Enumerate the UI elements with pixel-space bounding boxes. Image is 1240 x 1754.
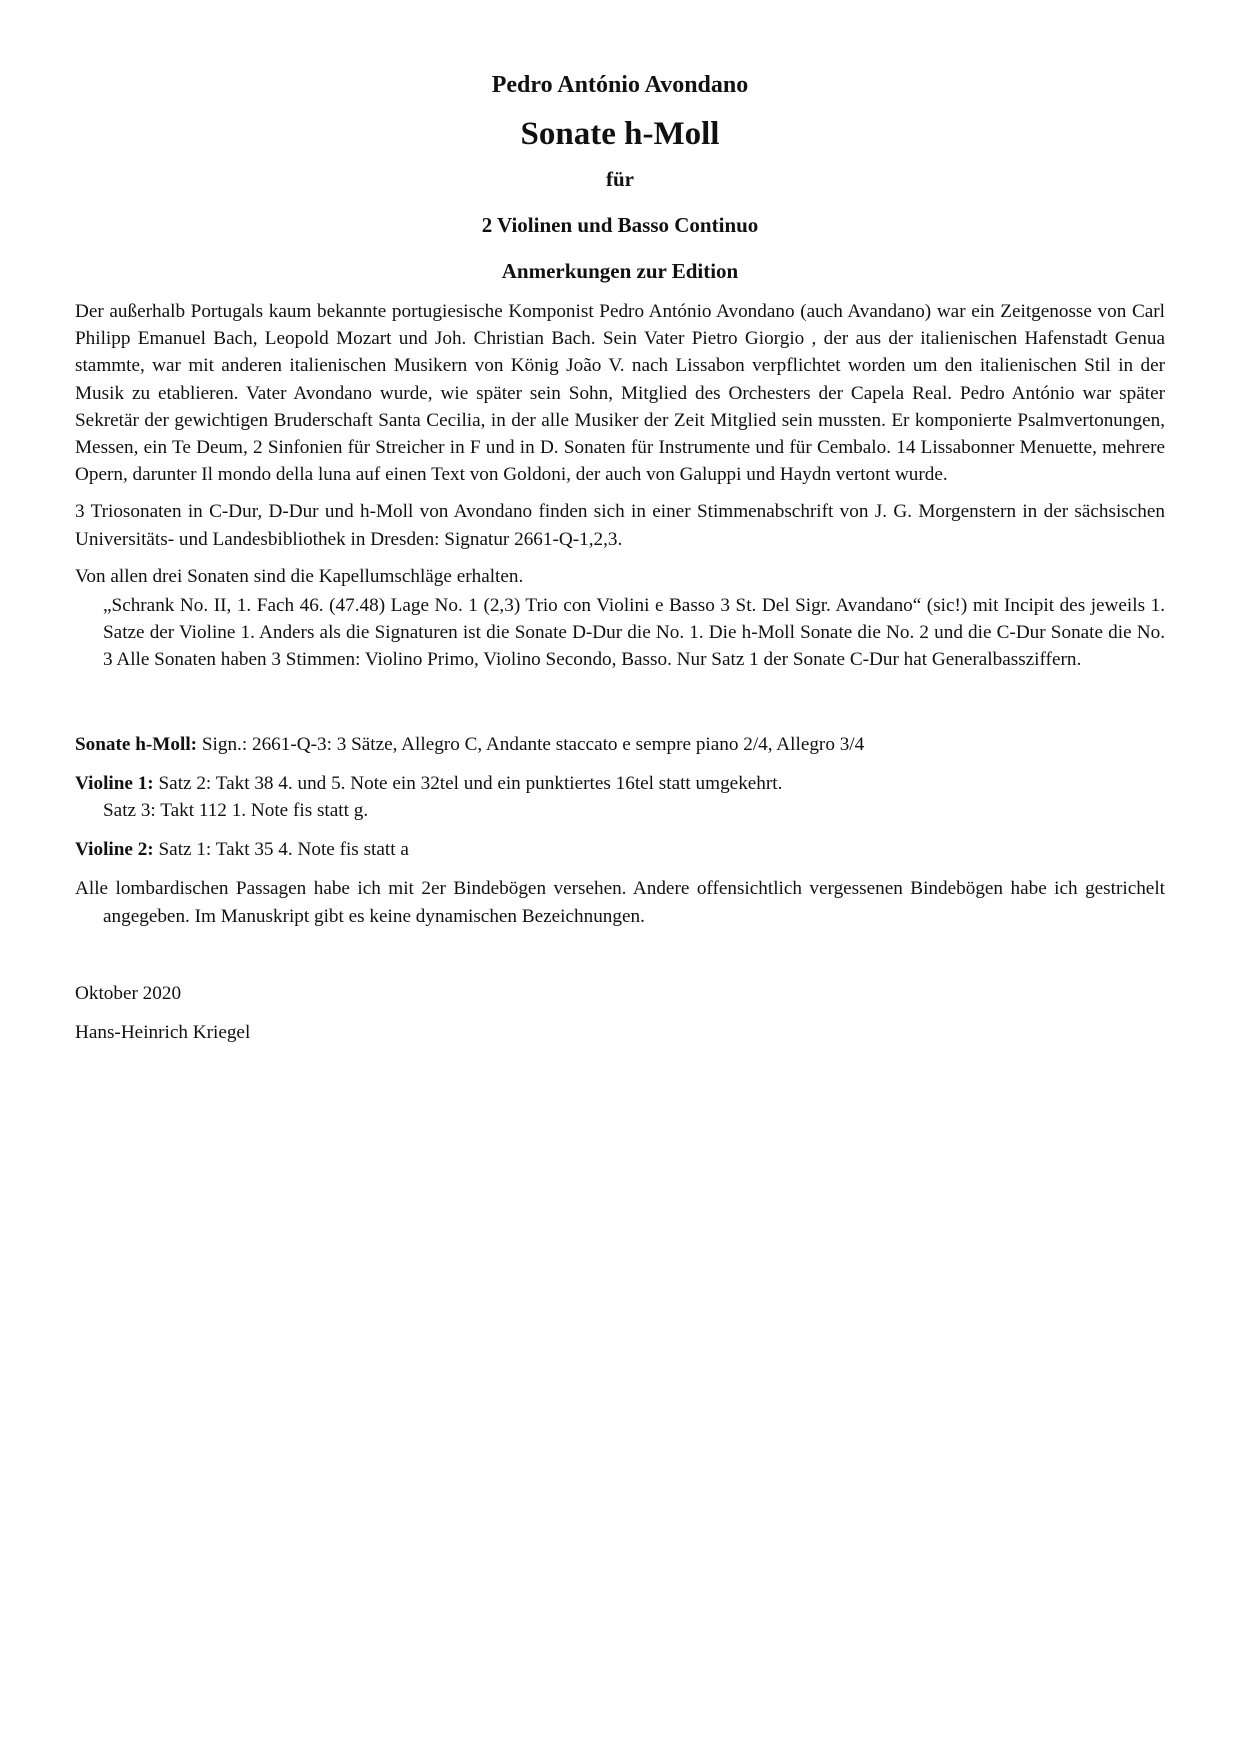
sonate-note-label: Sonate h-Moll:	[75, 733, 198, 755]
composer-name: Pedro António Avondano	[491, 72, 749, 98]
signoff-author: Hans-Heinrich Kriegel	[75, 1022, 251, 1044]
violine1-label: Violine 1:	[75, 772, 154, 794]
signoff	[75, 980, 1165, 1046]
violine1-note	[75, 770, 1165, 824]
document-page	[75, 70, 1165, 1058]
section-title: Anmerkungen zur Edition	[501, 259, 739, 283]
edition-notes	[75, 731, 1165, 930]
intro-paragraph: Der außerhalb Portugals kaum bekannte portugiesische Komponist Pedro António Avondano (auch Avandano) war ein Zeitgenosse von Carl Philipp Emanuel Bach, Leopold Mozart und Joh. Christian Bach. Sein Vater Pietro Giorgio , der aus der italienischen Hafenstadt Genua stammte, war mit anderen italienischen Musikern von König João V. nach Lissabon verpflichtet worden um den italienischen Stil in der Musik zu etablieren. Vater Avondano wurde, wie später sein Sohn, Mitglied des Orchesters der Capela Real. Pedro António war später Sekretär der gewichtigen Bruderschaft Santa Cecilia, in der alle Musiker der Zeit Mitglied sein mussten. Er komponierte Psalmvertonungen, Messen, ein Te Deum, 2 Sinfonien für Streicher in F und in D. Sonaten für Instrumente und für Cembalo. 14 Lissabonner Menuette, mehrere Opern, darunter Il mondo della luna auf einen Text von Goldoni, der auch von Galuppi und Haydn vertont wurde.	[75, 301, 1165, 486]
instrumentation: 2 Violinen und Basso Continuo	[481, 213, 759, 237]
violine1-line2: Satz 3: Takt 112 1. Note fis statt g.	[103, 800, 369, 822]
violine2-text: Satz 1: Takt 35 4. Note fis statt a	[153, 839, 409, 861]
violine2-label: Violine 2:	[75, 839, 154, 861]
violine2-note	[75, 836, 1165, 863]
archive-quote: „Schrank No. II, 1. Fach 46. (47.48) Lage No. 1 (2,3) Trio con Violini e Basso 3 St. Del Sigr. Avandano“ (sic!) mit Incipit des jeweils 1. Satze der Violine 1. Anders als die Signaturen ist die Sonate D-Dur die No. 1. Die h-Moll Sonate die No. 2 und die C-Dur Sonate die No. 3 Alle Sonaten haben 3 Stimmen: Violino Primo, Violino Secondo, Basso. Nur Satz 1 der Sonate C-Dur hat Generalbassziffern.	[103, 595, 1165, 671]
title-for: für	[606, 167, 634, 191]
violine1-text: Satz 2: Takt 38 4. und 5. Note ein 32tel und ein punktiertes 16tel statt umgekehrt.	[153, 772, 783, 794]
signoff-date: Oktober 2020	[75, 982, 182, 1004]
sonate-note-text: Sign.: 2661-Q-3: 3 Sätze, Allegro C, Andante staccato e sempre piano 2/4, Allegro 3/4	[197, 733, 865, 755]
page-title: Sonate h-Moll	[520, 116, 720, 152]
lombardic-note: Alle lombardischen Passagen habe ich mit 2er Bindebögen versehen. Andere offensichtlich vergessenen Bindebögen habe ich gestrichelt angegeben. Im Manuskript gibt es keine dynamischen Bezeichnungen.	[75, 878, 1165, 927]
triosonaten-paragraph: 3 Triosonaten in C-Dur, D-Dur und h-Moll von Avondano finden sich in einer Stimmenabschrift von J. G. Morgenstern in der sächsischen Universitäts- und Landesbibliothek in Dresden: Signatur 2661-Q-1,2,3.	[75, 501, 1165, 550]
violine1-line1	[75, 770, 1165, 797]
kapellumschlaege-paragraph: Von allen drei Sonaten sind die Kapellumschläge erhalten.	[75, 565, 524, 587]
sonate-note	[75, 731, 1165, 758]
